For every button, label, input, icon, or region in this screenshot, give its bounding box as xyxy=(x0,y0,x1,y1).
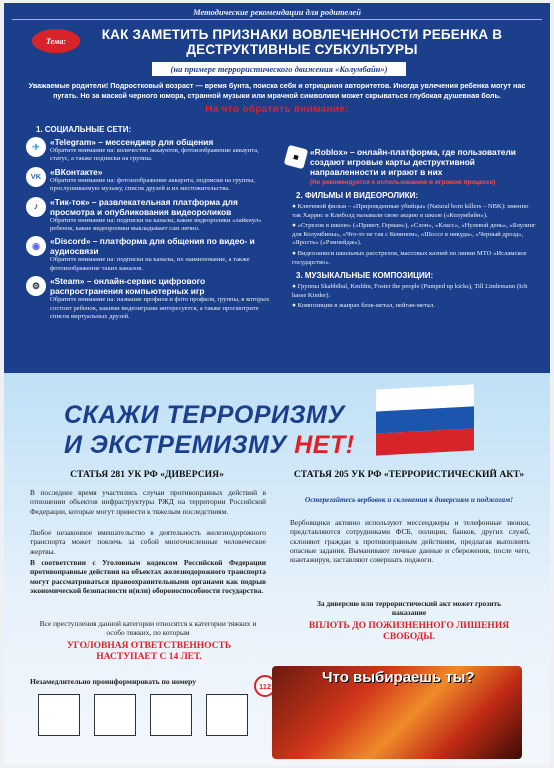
header-divider xyxy=(12,19,542,20)
music-bullet: ● Композиции в жанрах блэк-метал, пейган-метал. xyxy=(292,302,435,310)
item-text: Обратите внимание на: название профиля и фото профиля, группы, в которых состоит ребенок, какими видеоиграми интересуется, а также просмотрите список виртуальных друзей. xyxy=(50,296,270,321)
top-section xyxy=(4,3,550,373)
music-text: Группы Skabbibal, Kmfdm, Foster the people (Pumped up kicks), Till Lindemann (Ich hasse Kinder). xyxy=(292,283,528,299)
item-text: Обратите внимание на: фотоизображение аккаунта, подписки на группы, прослушиваемую музыку, список друзей и их местожительства. xyxy=(50,176,256,193)
slogan-net: НЕТ! xyxy=(294,431,355,459)
article-205-p2: За диверсию или террористический акт может грозить наказание xyxy=(316,599,501,618)
article-281-title: СТАТЬЯ 281 УК РФ «ДИВЕРСИЯ» xyxy=(70,469,224,480)
tiktok-icon: ♪ xyxy=(26,197,46,217)
header-label: Методические рекомендации для родителей xyxy=(193,7,361,17)
slogan-line2 xyxy=(64,431,355,460)
film-text: Видеозаписи школьных расстрелов, массовых казней по линии МТО «Исламское государство». xyxy=(292,249,527,266)
article-205-warning: Остерегайтесь вербовок и склонения к диверсиям и поджогам! xyxy=(304,495,514,504)
section-social: 1. СОЦИАЛЬНЫЕ СЕТИ: xyxy=(36,125,132,134)
film-bullet: ● Видеозаписи школьных расстрелов, массовых казней по линии МТО «Исламское государство». xyxy=(292,249,527,266)
item-title: «Discord» – платформа для общения по видео- и аудиосвязи xyxy=(50,236,255,257)
item-text: Обратите внимание на: подписки на каналы, какие видеоролики «лайкнул» ребенок, какие видеоролики выкладывает сам лично. xyxy=(50,216,262,233)
slogan-text: И ЭКСТРЕМИЗМУ xyxy=(64,431,295,459)
film-bullet: ● «Стрелок в школе» («Привет, Герман»), «Слон», «Класс», «Нулевой день», «Боулинг для Колумбины», «Что-то не так с Кевином», «Шоссе в никуда», «Черный дрозд», «Ярость» («Рэмпейдж»). xyxy=(292,222,536,247)
article-281-p1: В последнее время участились случаи противоправных действий в отношении объектов инфраструктуры РЖД на территории Российской Федерации, которые могут привести к тяжелым последствиям. xyxy=(30,488,266,516)
section-music: 3. МУЗЫКАЛЬНЫЕ КОМПОЗИЦИИ: xyxy=(296,271,434,281)
item-title: «Telegram» – мессенджер для общения xyxy=(50,137,214,147)
telegram-icon: ✈ xyxy=(26,137,46,157)
film-text: Ключевой фильм – «Прирожденные убийцы» (Natural born killers – NBK): именно так Харрис и Клиболд называли свою акцию в школе («Колумбайн»). xyxy=(292,203,529,219)
item-text: Обратите внимание на: количество аккаунтов, фотоизображение аккаунта, статус, а также подписки на группы. xyxy=(50,147,259,163)
item-steam xyxy=(26,276,272,321)
slogan-line1: СКАЖИ ТЕРРОРИЗМУ xyxy=(64,401,345,429)
item-tiktok xyxy=(26,197,272,234)
item-telegram xyxy=(26,137,272,164)
vk-icon: VK xyxy=(26,167,46,187)
qr-code-icon[interactable] xyxy=(38,694,80,736)
article-205-title: СТАТЬЯ 205 УК РФ «ТЕРРОРИСТИЧЕСКИЙ АКТ» xyxy=(293,469,525,480)
music-text: Композиции в жанрах блэк-метал, пейган-метал. xyxy=(297,302,435,310)
item-title: «Steam» – онлайн-сервис цифрового распространения компьютерных игр xyxy=(50,276,206,297)
attention-heading: На что обратить внимание: xyxy=(205,104,349,115)
article-281-p2: Любое незаконное вмешательство в деятельность железнодорожного транспорта может повлечь за собой многочисленные человеческие жертвы. xyxy=(30,528,266,556)
item-roblox xyxy=(286,147,536,187)
article-281-p4: Все преступления данной категории относятся к категории тяжких и особо тяжких, по которым xyxy=(39,619,257,638)
film-text: «Стрелок в школе» («Привет, Герман»), «Слон», «Класс», «Нулевой день», «Боулинг для Колумбины», «Что-то не так с Кевином», «Шоссе в никуда», «Черный дрозд», «Ярость» («Рэмпейдж»). xyxy=(292,222,536,247)
discord-icon: ◉ xyxy=(26,236,46,256)
item-title: «Roblox» – онлайн-платформа, где пользователи создают игровые карты деструктивной направленности и играют в них xyxy=(310,147,516,177)
film-bullet: ● Ключевой фильм – «Прирожденные убийцы» (Natural born killers – NBK): именно так Харрис и Клиболд называли свою акцию в школе («Колумбайн»). xyxy=(292,203,529,219)
article-205-red: ВПЛОТЬ ДО ПОЖИЗНЕННОГО ЛИШЕНИЯ СВОБОДЫ. xyxy=(308,621,510,642)
roblox-icon: ■ xyxy=(284,145,308,169)
item-vk xyxy=(26,167,272,194)
article-281-p3: В соответствии с Уголовным кодексом Российской Федерации противоправные действия на объектах железнодорожного транспорта могут рассматриваться правоохранительными органами как подрыв экономической безопасности и(или) обороноспособности государства. xyxy=(30,558,266,595)
page-title: КАК ЗАМЕТИТЬ ПРИЗНАКИ ВОВЛЕЧЕННОСТИ РЕБЕНКА В ДЕСТРУКТИВНЫЕ СУБКУЛЬТУРЫ xyxy=(101,27,503,57)
qr-code-icon[interactable] xyxy=(150,694,192,736)
left-column xyxy=(26,121,272,324)
qr-code-icon[interactable] xyxy=(94,694,136,736)
steam-icon: ⚙ xyxy=(26,276,46,296)
right-column xyxy=(286,121,536,313)
emergency-112-badge: 112 xyxy=(254,675,276,697)
music-bullet: ● Группы Skabbibal, Kmfdm, Foster the people (Pumped up kicks), Till Lindemann (Ich hasse Kinder). xyxy=(292,283,528,299)
item-discord xyxy=(26,236,272,273)
bottom-section xyxy=(4,373,550,765)
roblox-warning: (Не рекомендуется к использованию в игровом процессе) xyxy=(310,179,496,186)
intro-text: Уважаемые родители! Подростковый возраст — время бунта, поиска себя и отрицания авторитетов. Иногда увлечения ребенка могут нас пугать. Но за маской черного юмора, странной музыки или мрачной символики может скрываться глубокая душевная боль. xyxy=(28,81,526,100)
item-title: «ВКонтакте» xyxy=(50,166,103,177)
question-text: Что выбираешь ты? xyxy=(322,669,475,686)
article-281-red: УГОЛОВНАЯ ОТВЕТСТВЕННОСТЬ НАСТУПАЕТ С 14 ЛЕТ. xyxy=(66,641,232,662)
item-title: «Тик-ток» – развлекательная платформа для просмотра и опубликования видеороликов xyxy=(50,196,238,217)
leaflet-page xyxy=(4,3,550,765)
qr-code-icon[interactable] xyxy=(206,694,248,736)
tema-badge: Тема: xyxy=(32,29,80,53)
russian-flag-icon xyxy=(376,384,474,455)
section-films: 2. ФИЛЬМЫ И ВИДЕОРОЛИКИ: xyxy=(296,191,419,200)
inform-text: Незамедлительно проинформировать по номеру xyxy=(30,677,197,686)
item-text: Обратите внимание на: подписки на каналы, их наименование, а также фотоизображение таких каналов. xyxy=(50,256,250,272)
article-205-p1: Вербовщики активно используют мессенджеры и телефонные звонки, представляются сотрудниками ФСБ, полиции, банков, других служб, склоняют граждан к противоправным действиям, предлагая выполнять опасные задания. Выманивают личные данные и сбережения, после чего, шантажируя, заставляют совершать поджоги. xyxy=(290,518,530,565)
page-subtitle: (на примере террористического движения «Колумбайн») xyxy=(152,62,406,76)
